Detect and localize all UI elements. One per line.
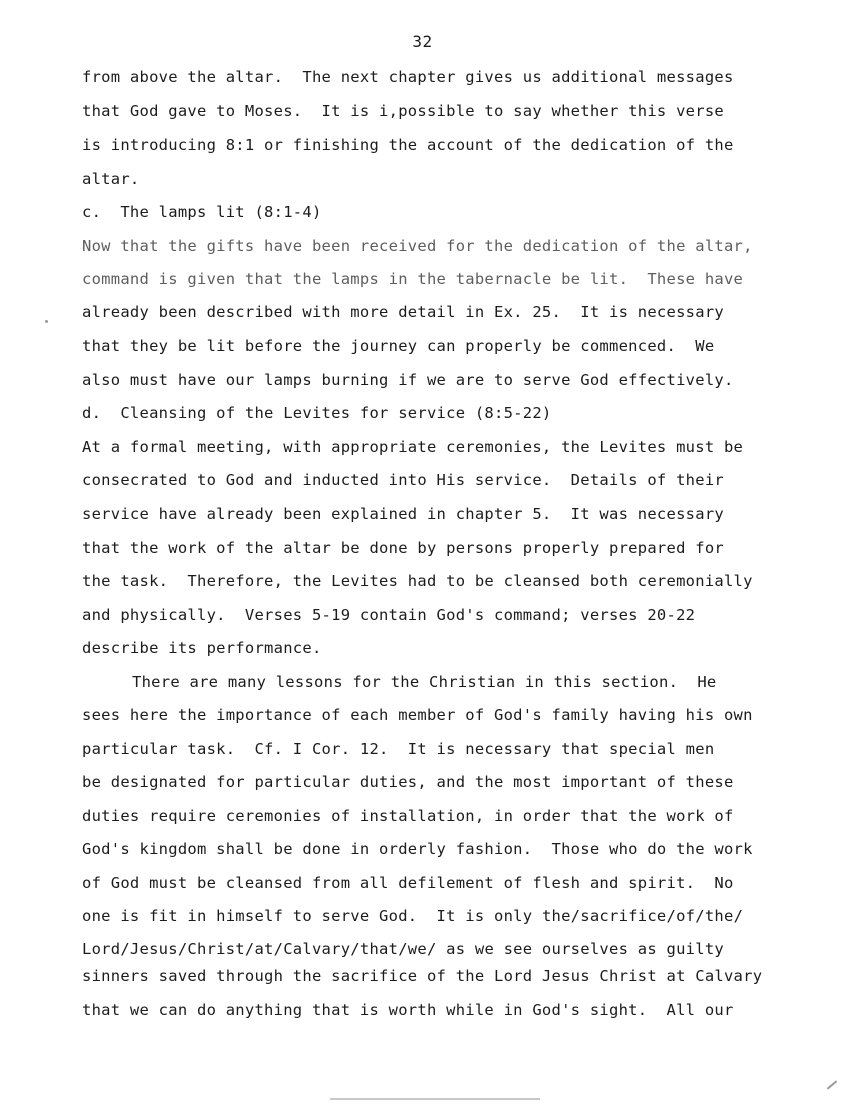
struck-out-text: Lord/Jesus/Christ/at/Calvary/that/we/ bbox=[82, 940, 437, 958]
text-line: duties require ceremonies of installation, in order that the work of bbox=[82, 807, 734, 825]
text-line: service have already been explained in chapter 5. It was necessary bbox=[82, 505, 724, 523]
text-line: be designated for particular duties, and the most important of these bbox=[82, 773, 734, 791]
text-line: is introducing 8:1 or finishing the account of the dedication of the bbox=[82, 136, 734, 154]
text-line: that God gave to Moses. It is i,possible to say whether this verse bbox=[82, 102, 724, 120]
text-line: sees here the importance of each member of God's family having his own bbox=[82, 706, 753, 724]
text-line: sinners saved through the sacrifice of the Lord Jesus Christ at Calvary bbox=[82, 967, 763, 985]
text-span: one is fit in himself to serve God. It is only bbox=[82, 907, 542, 925]
section-heading-c: c. The lamps lit (8:1-4) bbox=[82, 203, 322, 221]
text-line: Now that the gifts have been received for the dedication of the altar, bbox=[82, 237, 753, 255]
text-span: as we see ourselves as guilty bbox=[436, 940, 724, 958]
paragraph-first-line: There are many lessons for the Christian in this section. He bbox=[132, 673, 717, 691]
text-line: also must have our lamps burning if we are to serve God effectively. bbox=[82, 371, 734, 389]
text-line: that we can do anything that is worth while in God's sight. All our bbox=[82, 1001, 734, 1019]
text-line: At a formal meeting, with appropriate ceremonies, the Levites must be bbox=[82, 438, 744, 456]
struck-out-text: the/sacrifice/of/the/ bbox=[541, 907, 744, 925]
scan-mark bbox=[827, 1080, 837, 1089]
text-line: God's kingdom shall be done in orderly fashion. Those who do the work bbox=[82, 840, 753, 858]
scan-speck bbox=[45, 320, 48, 323]
text-line: altar. bbox=[82, 170, 140, 188]
text-line: already been described with more detail in Ex. 25. It is necessary bbox=[82, 303, 724, 321]
scan-edge-smudge bbox=[330, 1098, 540, 1100]
section-heading-d: d. Cleansing of the Levites for service (8:5-22) bbox=[82, 404, 552, 422]
text-line: that they be lit before the journey can properly be commenced. We bbox=[82, 337, 715, 355]
text-line: that the work of the altar be done by persons properly prepared for bbox=[82, 539, 724, 557]
text-line: particular task. Cf. I Cor. 12. It is necessary that special men bbox=[82, 740, 715, 758]
text-line: of God must be cleansed from all defilement of flesh and spirit. No bbox=[82, 874, 734, 892]
text-line: command is given that the lamps in the tabernacle be lit. These have bbox=[82, 270, 744, 288]
text-line: the task. Therefore, the Levites had to be cleansed both ceremonially bbox=[82, 572, 753, 590]
text-line: consecrated to God and inducted into His service. Details of their bbox=[82, 471, 724, 489]
text-line-with-strikeout bbox=[82, 939, 724, 959]
page-number: 32 bbox=[412, 32, 433, 51]
text-line: and physically. Verses 5-19 contain God's command; verses 20-22 bbox=[82, 606, 696, 624]
text-line-with-strikeout bbox=[82, 906, 743, 926]
text-line: describe its performance. bbox=[82, 639, 322, 657]
text-line: from above the altar. The next chapter gives us additional messages bbox=[82, 68, 734, 86]
